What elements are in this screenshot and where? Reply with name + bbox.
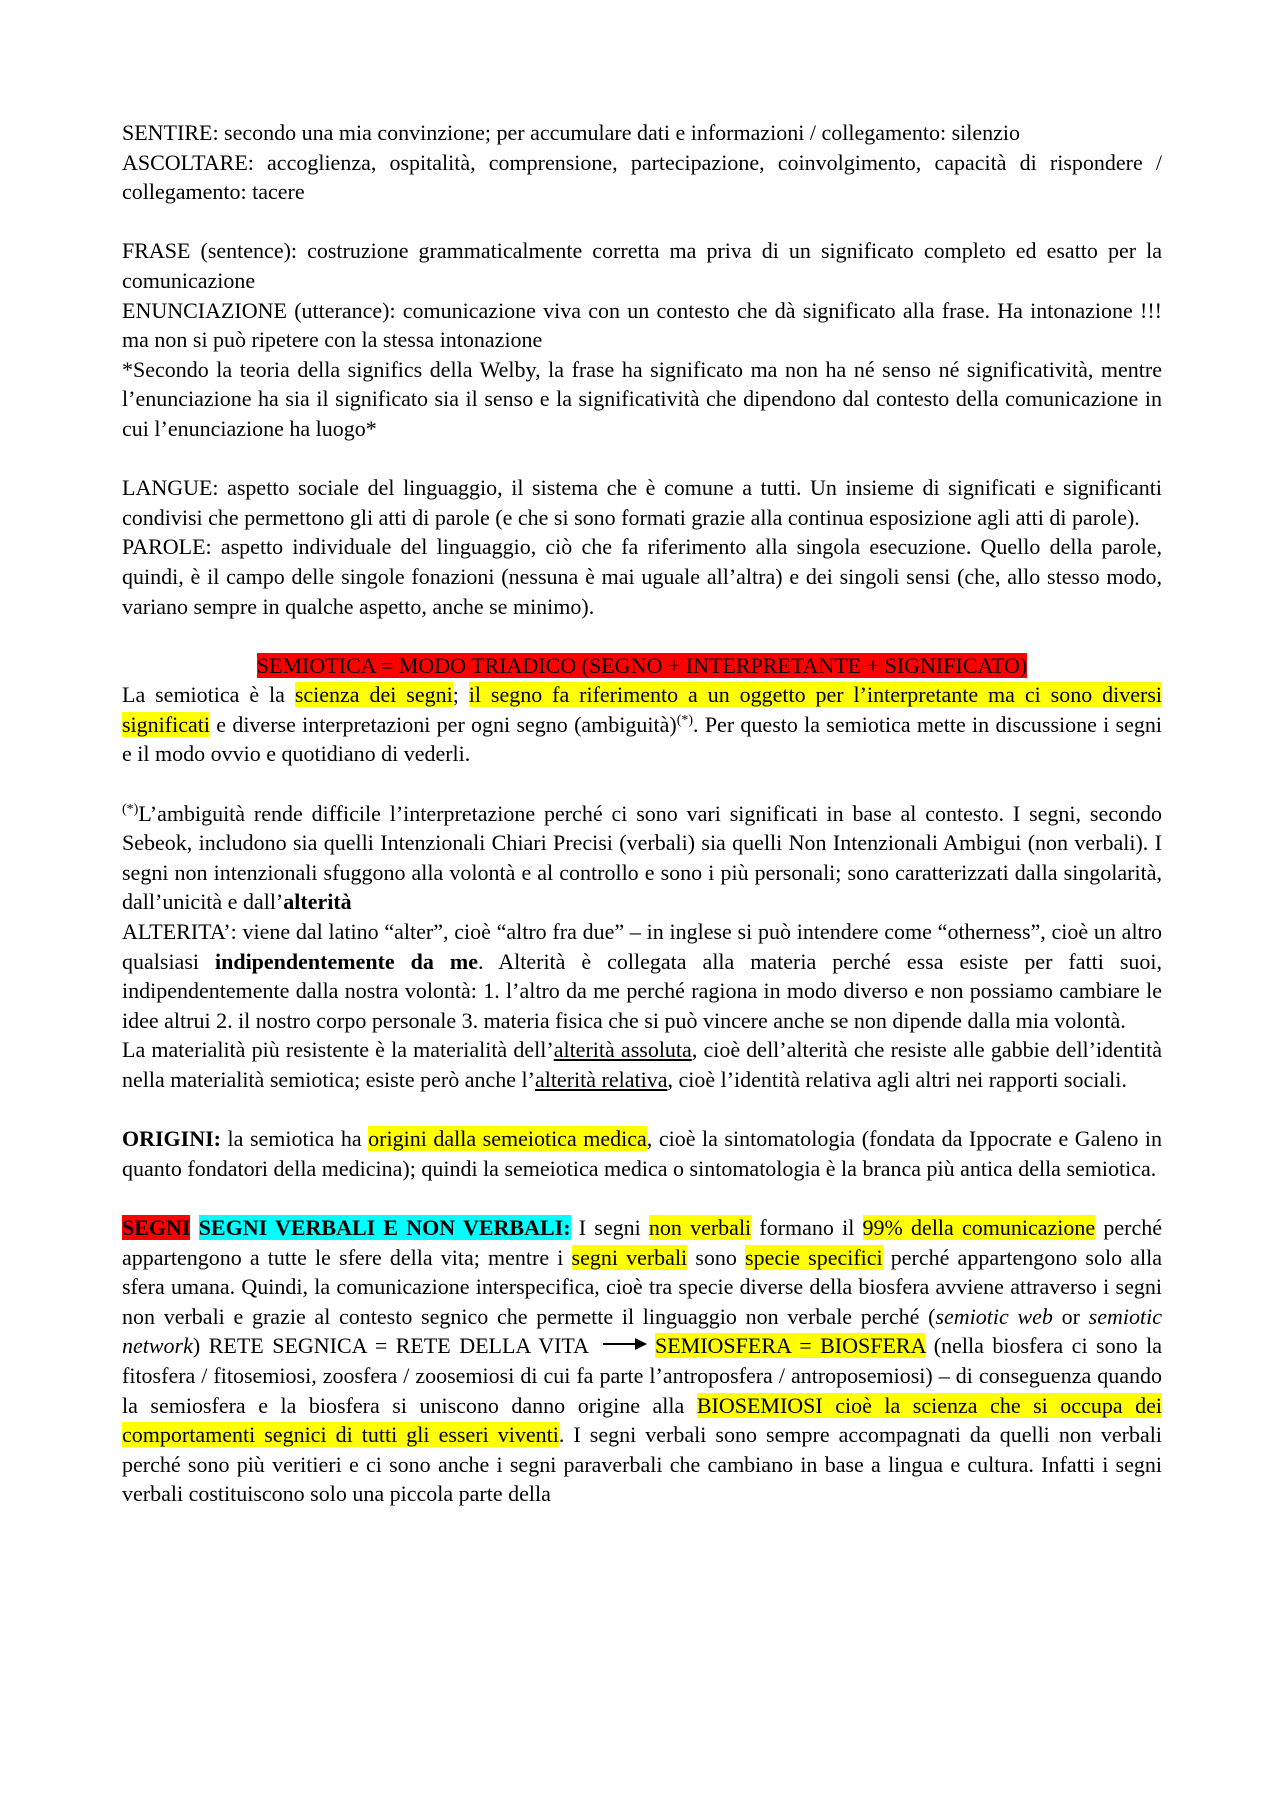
text-run: , cioè l’identità relativa agli altri nei rapporti sociali. (667, 1067, 1127, 1092)
definition-langue: LANGUE: aspetto sociale del linguaggio, il sistema che è comune a tutti. Un insieme di significati e significanti condivisi che permettono gli atti di parole (e che si sono formati grazie alla continua esposizione agli atti di parole). (122, 475, 1162, 530)
origini-label: ORIGINI: (122, 1126, 222, 1152)
text-run: la semiotica ha (221, 1126, 369, 1152)
paragraph-spacer (122, 1095, 1162, 1125)
definition-sentire: SENTIRE: secondo una mia convinzione; per accumulare dati e informazioni / collegamento: silenzio (122, 120, 1021, 145)
italic-semiotic-network: semiotic network (122, 1303, 1162, 1359)
text-run: ALTERITA’: viene dal latino “alter”, cioè “altro fra due” – in inglese si può intendere come “otherness”, cioè un altro qualsiasi (122, 919, 1162, 974)
bold-alterita: alterità (283, 889, 352, 915)
document-body (122, 118, 1162, 1509)
paragraph-spacer (122, 444, 1162, 474)
definition-enunciazione: ENUNCIAZIONE (utterance): comunicazione viva con un contesto che dà significato alla frase. Ha intonazione !!! ma non si può ripetere con la stessa intonazione (122, 297, 1162, 353)
right-arrow-icon (603, 1337, 647, 1351)
ambiguita-paragraph (122, 799, 1162, 917)
highlight-segno-oggetto: il segno fa riferimento a un oggetto per l’interpretante ma ci sono diversi significati (122, 682, 1162, 737)
paragraph-spacer (122, 207, 1162, 237)
text-run: . Alterità è collegata alla materia perché essa esiste per fatti suoi, indipendentemente dalla nostra volontà: 1. l’altro da me perché ragiona in modo diverso e non possiamo cambiare le idee altrui 2. il nostro corpo personale 3. materia fisica che si può vincere anche se non dipende dalla mia volontà. (122, 948, 1163, 1033)
segni-label-cyan: SEGNI VERBALI E NON VERBALI: (198, 1214, 571, 1240)
underline-alterita-relativa: alterità relativa (534, 1067, 668, 1092)
text-run: I segni (570, 1214, 649, 1240)
semiotica-paragraph (122, 680, 1162, 769)
footnote-marker: (*) (122, 801, 139, 817)
text-run: La semiotica è la (122, 682, 295, 708)
highlight-semiosfera: SEMIOSFERA = BIOSFERA (654, 1333, 926, 1359)
segni-paragraph (122, 1213, 1162, 1509)
highlight-specie-specifici: specie specifici (745, 1244, 883, 1270)
text-run: sono (687, 1244, 746, 1270)
text-run: perché appartengono a tutte le sfere della vita; mentre i (122, 1214, 1162, 1270)
paragraph-spacer (122, 1183, 1162, 1213)
text-run: ; (452, 682, 469, 708)
highlight-99-percent: 99% della comunicazione (862, 1214, 1096, 1240)
welby-note: *Secondo la teoria della significs della Welby, la frase ha significato ma non ha né senso né significatività, mentre l’enunciazione ha sia il significato sia il senso e la significatività che dipendono dal contesto della comunicazione in cui l’enunciazione ha luogo* (122, 356, 1162, 441)
text-run: La materialità più resistente è la materialità dell’ (122, 1037, 554, 1063)
highlight-biosemiosi: BIOSEMIOSI cioè la scienza che si occupa dei comportamenti segnici di tutti gli esseri viventi (122, 1392, 1162, 1448)
alterita-paragraph (122, 917, 1162, 1035)
segni-label-red: SEGNI (122, 1214, 191, 1240)
semiotica-heading-line (122, 651, 1162, 681)
definition-parole: PAROLE: aspetto individuale del linguaggio, ciò che fa riferimento alla singola esecuzione. Quello della parole, quindi, è il campo delle singole fonazioni (nessuna è mai uguale all’altra) e dei singoli sensi (che, allo stesso modo, variano sempre in qualche aspetto, anche se minimo). (122, 534, 1162, 619)
definition-ascoltare: ASCOLTARE: accoglienza, ospitalità, comprensione, partecipazione, coinvolgimento, capacità di rispondere / collegamento: tacere (122, 149, 1162, 205)
text-run: perché appartengono solo alla sfera umana. Quindi, la comunicazione interspecifica, cioè tra specie diverse della biosfera avviene attraverso i segni non verbali e grazie al contesto segnico che permette il linguaggio non verbale perché ( (122, 1244, 1162, 1329)
paragraph-spacer (122, 769, 1162, 799)
footnote-marker: (*) (676, 712, 694, 728)
italic-semiotic-web: semiotic web (935, 1303, 1053, 1329)
bold-indipendentemente: indipendentemente da me (214, 948, 478, 974)
highlight-non-verbali: non verbali (648, 1214, 752, 1240)
highlight-segni-verbali: segni verbali (571, 1244, 688, 1270)
origini-paragraph (122, 1124, 1162, 1183)
text-run: e diverse interpretazioni per ogni segno (ambiguità) (209, 711, 677, 737)
text-run: . Per questo la semiotica mette in discussione i segni e il modo ovvio e quotidiano di vederli. (122, 711, 1162, 767)
text-run: . I segni verbali sono sempre accompagnati da quelli non verbali perché sono più veritieri e ci sono anche i segni paraverbali che cambiano in base a lingua e cultura. Infatti i segni verbali costituiscono solo una piccola parte della (122, 1422, 1162, 1507)
text-run: , cioè la sintomatologia (fondata da Ippocrate e Galeno in quanto fondatori della medicina); quindi la semeiotica medica o sintomatologia è la branca più antica della semiotica. (122, 1126, 1162, 1181)
underline-alterita-assoluta: alterità assoluta (553, 1037, 692, 1063)
materialita-paragraph (122, 1035, 1162, 1094)
paragraph-spacer (122, 621, 1162, 651)
highlight-origini: origini dalla semeiotica medica (368, 1126, 647, 1152)
text-run: , cioè dell’alterità che resiste alle gabbie dell’identità nella materialità semiotica; esiste però anche l’ (122, 1037, 1162, 1092)
text-run: ) RETE SEGNICA = RETE DELLA VITA (192, 1333, 589, 1359)
text-run: (nella biosfera ci sono la fitosfera / fitosemiosi, zoosfera / zoosemiosi di cui fa parte l’antroposfera / antroposemiosi) – di conseguenza quando la semiosfera e la biosfera si uniscono danno origine alla (122, 1333, 1162, 1418)
definition-frase: FRASE (sentence): costruzione grammaticalmente corretta ma priva di un significato completo ed esatto per la comunicazione (122, 238, 1162, 293)
highlight-scienza-dei-segni: scienza dei segni (294, 682, 453, 708)
text-run: L’ambiguità rende difficile l’interpretazione perché ci sono vari significati in base al contesto. I segni, secondo Sebeok, includono sia quelli Intenzionali Chiari Precisi (verbali) sia quelli Non Intenzionali Ambigui (non verbali). I segni non intenzionali sfuggono alla volontà e al controllo e sono i più personali; sono caratterizzati dalla singolarità, dall’unicità e dall’ (122, 800, 1162, 915)
text-run: formano il (751, 1214, 863, 1240)
semiotica-heading: SEMIOTICA = MODO TRIADICO (SEGNO + INTERPRETANTE + SIGNIFICATO) (256, 652, 1028, 678)
text-run: or (1052, 1303, 1089, 1329)
